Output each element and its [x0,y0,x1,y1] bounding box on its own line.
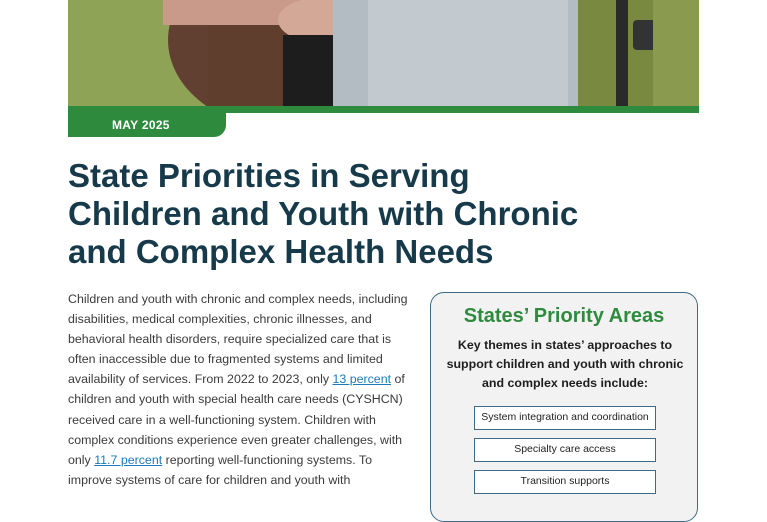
header-accent-bar [68,106,699,113]
theme-system-integration: System integration and coordination [474,406,656,430]
link-11-7-percent[interactable]: 11.7 percent [94,452,163,467]
body-text-segment: Children and youth with chronic and complex needs, including disabilities, medical complexities, chronic illnesses, and behavioral health disorders, require specialized care that is often inaccessible due to fragmented systems and limited availability of services. From 2022 to 2023, only [68,292,408,387]
theme-specialty-care-access: Specialty care access [474,438,656,462]
body-text-segment: of children and youth with special health care needs (CYSHCN) received care in a well-functioning system. Children with complex conditions experience even greater challenges, with only [68,372,405,467]
link-13-percent[interactable]: 13 percent [332,372,392,387]
title-line: and Complex Health Needs [68,233,494,270]
body-text-segment: reporting well-functioning systems. To improve systems of care for children and youth with [68,452,372,487]
document-title [68,157,688,271]
intro-paragraph [68,289,414,490]
title-line: State Priorities in Serving [68,157,470,194]
publication-date: MAY 2025 [68,113,226,137]
hero-photo-illustration [68,0,699,106]
priority-areas-title: States’ Priority Areas [463,305,665,327]
hero-photo [68,0,699,106]
priority-areas-subtitle: Key themes in states’ approaches to support children and youth with chronic and complex needs include: [446,338,684,390]
theme-transition-supports: Transition supports [474,470,656,494]
priority-areas-box [430,292,698,522]
title-line: Children and Youth with Chronic [68,195,579,232]
